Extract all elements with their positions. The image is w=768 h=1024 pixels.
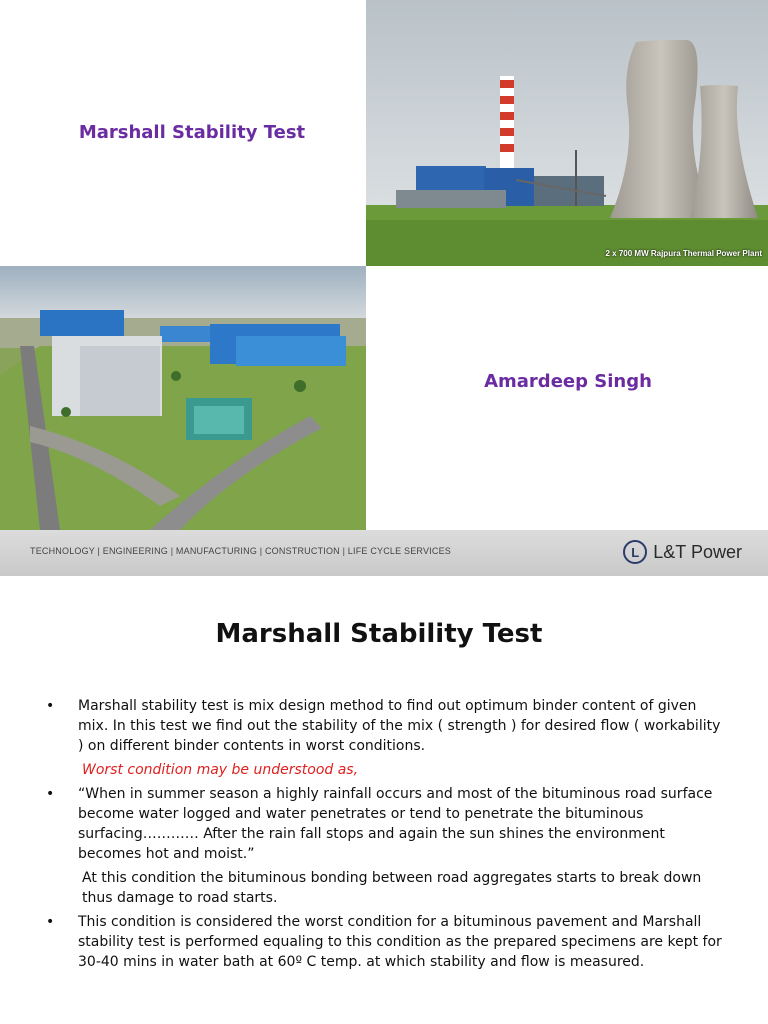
list-item: [42, 784, 722, 864]
photo-caption: 2 x 700 MW Rajpura Thermal Power Plant: [605, 249, 762, 258]
footer-band: [0, 530, 768, 576]
list-item: [42, 912, 722, 972]
slide-heading: Marshall Stability Test: [215, 619, 543, 649]
bullet-text: This condition is considered the worst condition for a bituminous pavement and Marshall stability test is performed equaling to this condition as the prepared specimens are kept for 30-40 mins in water bath at 60º C temp. at which stability and flow is measured.: [78, 914, 722, 970]
bullet-icon: •: [46, 914, 55, 930]
brand: [623, 540, 742, 564]
lt-logo-icon: L: [623, 540, 647, 564]
campus-aerial-illustration: [0, 266, 366, 530]
paragraph: At this condition the bituminous bonding between road aggregates starts to break down thus damage to road starts.: [82, 870, 702, 906]
bullet-text: “When in summer season a highly rainfall occurs and most of the bituminous road surface become water logged and water penetrates or tend to penetrate the bituminous surfacing………… After the rain fall stops and again the sun shines the environment becomes hot and moist.”: [78, 786, 713, 862]
bullet-text: Marshall stability test is mix design method to find out optimum binder content of given mix. In this test we find out the stability of the mix ( strength ) for desired flow ( workability ) on different binder contents in worst conditions.: [78, 698, 721, 754]
list-item: [42, 696, 722, 756]
power-plant-photo: [366, 0, 768, 266]
slide-body: [42, 696, 722, 976]
author-name: Amardeep Singh: [484, 371, 652, 392]
brand-name: L&T Power: [653, 541, 742, 562]
footer-taglines: TECHNOLOGY | ENGINEERING | MANUFACTURING | CONSTRUCTION | LIFE CYCLE SERVICES: [30, 546, 451, 556]
bullet-icon: •: [46, 786, 55, 802]
content-slide: [0, 576, 768, 1024]
bullet-icon: •: [46, 698, 55, 714]
slide-title: Marshall Stability Test: [78, 122, 306, 143]
highlight-text: Worst condition may be understood as,: [82, 762, 359, 778]
power-plant-illustration: [366, 0, 768, 266]
campus-aerial-photo: [0, 266, 366, 530]
